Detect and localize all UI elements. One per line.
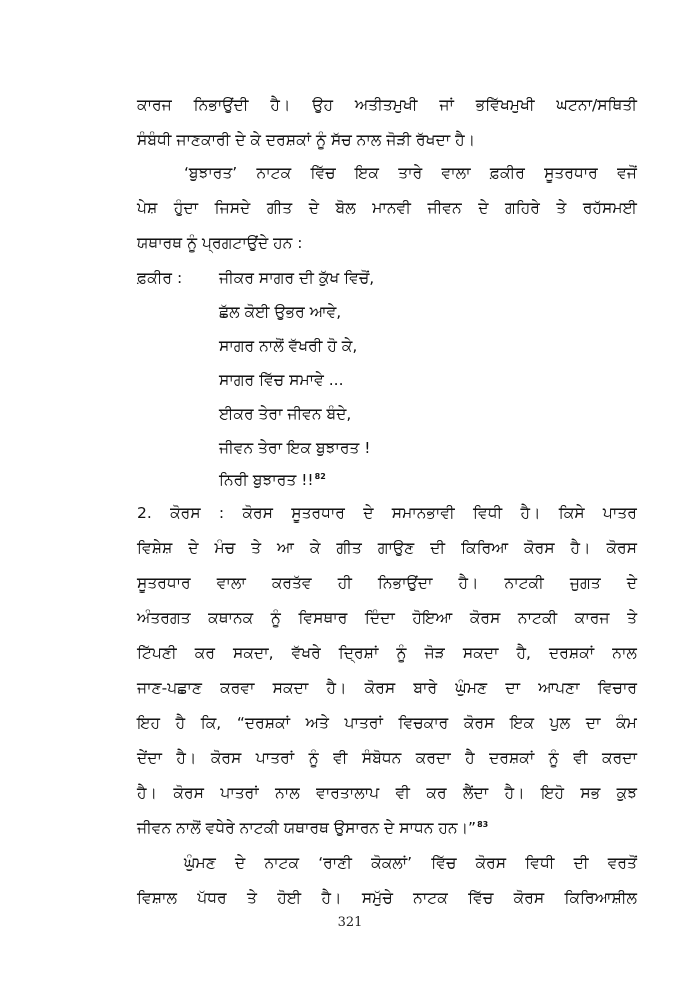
word: ਦਰਸ਼ਕਾਂ [549, 644, 595, 662]
word: ਭਵਿੱਖਮੁਖੀ [475, 96, 535, 114]
word: ਵੱਖਰੇ [291, 644, 321, 662]
word: ਦੇ [363, 504, 374, 522]
word: ਗੀਤ [336, 539, 362, 557]
word: ਸਕਦਾ [272, 679, 309, 697]
word: ਦ੍ਰਿਸ਼ਾਂ [338, 644, 379, 662]
word: ਬਾਰੇ [413, 679, 438, 697]
footnote-marker-82: 82 [314, 472, 326, 481]
word: ਜਾਣ-ਪਛਾਣ [137, 679, 202, 697]
word: ਵੀ [573, 749, 588, 767]
word: ਕਾਰਜ [574, 609, 610, 627]
text-line: ਸੰਬੰਧੀ ਜਾਣਕਾਰੀ ਦੇ ਕੇ ਦਰਸ਼ਕਾਂ ਨੂੰ ਸੱਚ ਨਾਲ ਜੋੜੀ ਰੱਖਦਾ ਹੈ। [137, 131, 476, 149]
speaker-label: ਫ਼ਕੀਰ : [137, 269, 183, 287]
word: ਕੋਰਸ [210, 749, 242, 767]
verse-line-last [219, 470, 326, 490]
word: ਕਰ [426, 784, 447, 802]
word: ਕਰਤੱਵ [271, 574, 312, 592]
word: ਵਿਚਕਾਰ [398, 714, 449, 732]
word: ਜੋੜ [424, 644, 445, 662]
word: ਕੋਰਸ [606, 539, 637, 557]
word: ਸੰਬੋਧਨ [361, 749, 402, 767]
word: ਸਭ [580, 784, 601, 802]
word: ਪਾਤਰਾਂ [255, 749, 295, 767]
word: ਨਾਟਕ [264, 854, 300, 872]
word: ਸੂਤਰਧਾਰ [544, 164, 598, 182]
word: ਮਾਨਵੀ [372, 199, 411, 217]
word: ਪਾਤਰਾਂ [220, 784, 259, 802]
word: ਕੋਰਸ [513, 889, 545, 907]
word: ਕੋਰਸ [170, 504, 201, 522]
word: ਕੋਰਸ [242, 504, 273, 522]
word: ਫ਼ਕੀਰ [489, 164, 525, 182]
word: ਸਮਾਨਭਾਵੀ [391, 504, 455, 522]
word: ਵਾਲਾ [216, 574, 246, 592]
word: ਸਕਦਾ, [233, 644, 274, 662]
word: ਸਮੁੱਚੇ [361, 889, 393, 907]
word: ਹੋਇਆ [412, 609, 453, 627]
word: ਕੋਰਸ [524, 539, 555, 557]
word: ਵਾਰਤਾਲਾਪ [316, 784, 380, 802]
word: ਨਾਟਕੀ [517, 609, 558, 627]
word: ਨੂੰ [308, 749, 319, 767]
word: ਇਕ [510, 714, 535, 732]
word: ਨਿਭਾਉਂਦੀ [193, 96, 249, 114]
word: ਹੈ [465, 749, 475, 767]
word: ਦਾ [585, 714, 601, 732]
word: ਦੇਂਦਾ [137, 749, 162, 767]
word: ਕਰਦਾ [602, 749, 637, 767]
text-line [137, 678, 637, 698]
word: ਇਹ [137, 714, 160, 732]
word: ਘੁੰਮਣ [455, 679, 488, 697]
word: ਕੋਰਸ [463, 714, 495, 732]
word: ਤੇ [627, 609, 637, 627]
word: ਕਿਰਿਆਸ਼ੀਲ [564, 889, 637, 907]
word: ਵਿੱਚ [431, 854, 457, 872]
word: ਬੋਲ [335, 199, 356, 217]
verse-line: ਸਾਗਰ ਵਿੱਚ ਸਮਾਵੇ ... [219, 371, 344, 389]
word: ‘ਬੁਝਾਰਤ’ [184, 164, 238, 182]
text-line [137, 538, 637, 558]
word: ਨੂੰ [270, 609, 281, 627]
word: ਕੋਰਸ [364, 679, 396, 697]
word: ਦਾ [505, 679, 521, 697]
word: ਗੀਤ [266, 199, 293, 217]
word: ਗਹਿਰੇ [504, 199, 540, 217]
word: ਨਾਲ [275, 784, 300, 802]
word: ਦਿੰਦਾ [364, 609, 395, 627]
word: ਗਾਉਣ [377, 539, 415, 557]
word: ਉਹ [312, 96, 333, 114]
word: : [218, 504, 225, 522]
word: ਵਿਸ਼ਾਲ [137, 889, 177, 907]
word: 2. [137, 504, 152, 522]
word: ਸੂਤਰਧਾਰ [137, 574, 191, 592]
word: ਕਰ [194, 644, 215, 662]
verse-line: ਜੀਵਨ ਤੇਰਾ ਇਕ ਬੁਝਾਰਤ ! [219, 439, 371, 457]
word: ਕਿਰਿਆ [461, 539, 509, 557]
word: ਹੈ। [270, 96, 291, 114]
word: ਹੈ [175, 714, 186, 732]
word: ਹੈ। [176, 749, 197, 767]
word: “ਦਰਸ਼ਕਾਂ [236, 714, 291, 732]
text-line [137, 573, 637, 593]
word: ਦੇ [188, 539, 199, 557]
footnote-marker-83: 83 [477, 820, 489, 829]
text-line [184, 853, 637, 873]
verse-line: ਸਾਗਰ ਨਾਲੋਂ ਵੱਖਰੀ ਹੋ ਕੇ, [219, 337, 358, 355]
word: ਵਿਧੀ [473, 504, 503, 522]
text-line [137, 608, 637, 628]
word: ਕੁਝ [616, 784, 637, 802]
word: ਹੋਈ [277, 889, 302, 907]
word: ਕੰਮ [616, 714, 637, 732]
word: ਤੇ [556, 199, 567, 217]
word: ਮੰਚ [214, 539, 236, 557]
word: ਹੈ। [458, 574, 479, 592]
word: ਹੈ। [137, 784, 157, 802]
word: ਟਿੱਪਣੀ [137, 644, 177, 662]
word: ਇਹੋ [540, 784, 564, 802]
word: ਪੱਧਰ [197, 889, 227, 907]
word: ਘੁੰਮਣ [184, 854, 216, 872]
word: ਦਰਸ਼ਕਾਂ [489, 749, 535, 767]
word: ਕਰਵਾ [220, 679, 255, 697]
word: ਦੇ [478, 199, 489, 217]
word: ਨਾਟਕ [413, 889, 448, 907]
word: ਨਿਭਾਉਂਦਾ [377, 574, 433, 592]
word: ਨਾਟਕੀ [504, 574, 544, 592]
word: ਨਾਲ [612, 644, 637, 662]
word: ਸਕਦਾ [462, 644, 499, 662]
text-line [184, 163, 637, 183]
word: ਇਕ [354, 164, 379, 182]
text-line [137, 503, 637, 523]
word: ਵਿਧੀ [525, 854, 555, 872]
word: ਦੀ [573, 854, 589, 872]
word: ਹੀ [337, 574, 352, 592]
word: ਜਾਂ [439, 96, 454, 114]
word: ਆਪਣਾ [538, 679, 580, 697]
word: ਦੇ [308, 199, 320, 217]
verse-text: ਨਿਰੀ ਬੁਝਾਰਤ !! [219, 471, 314, 489]
page-number: 321 [337, 915, 363, 930]
word: ਹੈ। [504, 784, 525, 802]
word: ਪਾਤਰਾਂ [344, 714, 383, 732]
word: ਜਿਸਦੇ [214, 199, 251, 217]
word: ਵਿਚਾਰ [597, 679, 637, 697]
word: ਹੈ। [326, 679, 347, 697]
word: ਕੋਰਸ [475, 854, 507, 872]
word: ਅਤੀਤਮੁਖੀ [354, 96, 418, 114]
word: ਹੈ, [516, 644, 531, 662]
word: ਨੂੰ [548, 749, 559, 767]
word: ਪੇਸ਼ [137, 199, 158, 217]
word: ਵੀ [395, 784, 410, 802]
word: ਕੋਰਸ [469, 609, 501, 627]
word: ਅੰਤਰਗਤ [137, 609, 191, 627]
word: ਕਿਸੇ [558, 504, 585, 522]
word: ਅਤੇ [305, 714, 329, 732]
word: ਹੈ। [570, 539, 591, 557]
word: ਵਿਸ਼ੇਸ਼ [137, 539, 173, 557]
word: ਤੇ [251, 539, 262, 557]
text-line [137, 95, 637, 115]
word: ਵਿੱਚ [468, 889, 494, 907]
word: ਵਜੋਂ [617, 164, 637, 182]
word: ਕੇ [309, 539, 321, 557]
word: ਕਰਦਾ [415, 749, 451, 767]
word: ਕਥਾਨਕ [208, 609, 254, 627]
quote-text: ਜੀਵਨ ਨਾਲੋਂ ਵਧੇਰੇ ਨਾਟਕੀ ਯਥਾਰਥ ਉਸਾਰਨ ਦੇ ਸਾਧਨ ਹਨ।” [137, 819, 477, 837]
text-line [137, 783, 637, 803]
word: ਸੂਤਰਧਾਰ [291, 504, 345, 522]
word: ਵੀ [333, 749, 348, 767]
verse-line: ਛੱਲ ਕੋਈ ਉਭਰ ਆਵੇ, [219, 303, 342, 321]
text-line: ਯਥਾਰਥ ਨੂੰ ਪ੍ਰਗਟਾਉਂਦੇ ਹਨ : [137, 234, 303, 252]
text-line [137, 888, 637, 908]
word: ਤਾਰੇ [398, 164, 423, 182]
word: ਨੂੰ [396, 644, 407, 662]
word: ਜੀਵਨ [427, 199, 462, 217]
word: ਕੋਕਲਾਂ’ [371, 854, 413, 872]
word: ਕਿ, [200, 714, 222, 732]
word: ਵਿੱਚ [310, 164, 336, 182]
word: ਲੈਂਦਾ [462, 784, 489, 802]
word: ਕਾਰਜ [137, 96, 172, 114]
word: ਆ [277, 539, 294, 557]
word: ਦੀ [430, 539, 446, 557]
word: ਤੇ [247, 889, 257, 907]
verse-line: ਈਕਰ ਤੇਰਾ ਜੀਵਨ ਬੰਦੇ, [219, 405, 352, 423]
text-line [137, 748, 637, 768]
verse-line: ਜੀਕਰ ਸਾਗਰ ਦੀ ਕੁੱਖ ਵਿਚੋਂ, [219, 269, 375, 287]
text-line [137, 198, 637, 218]
word: ਵਰਤੋਂ [607, 854, 637, 872]
word: ਵਿਸਥਾਰ [298, 609, 348, 627]
word: ਦੇ [626, 574, 637, 592]
text-line [137, 713, 637, 733]
text-line [137, 643, 637, 663]
word: ਪੁਲ [549, 714, 571, 732]
word: ਰਹੱਸਮਈ [582, 199, 637, 217]
word: ਪਾਤਰ [602, 504, 637, 522]
word: ਹੁੰਦਾ [173, 199, 199, 217]
word: ਨਾਟਕ [256, 164, 292, 182]
word: ਹੈ। [321, 889, 342, 907]
word: ਹੈ। [520, 504, 541, 522]
word: ਵਾਲਾ [441, 164, 471, 182]
word: ਜੁਗਤ [569, 574, 601, 592]
word: ਘਟਨਾ/ਸਥਿਤੀ [556, 96, 637, 114]
word: ‘ਰਾਣੀ [318, 854, 352, 872]
word: ਕੋਰਸ [173, 784, 204, 802]
text-line-quote-end [137, 818, 637, 838]
word: ਦੇ [235, 854, 246, 872]
